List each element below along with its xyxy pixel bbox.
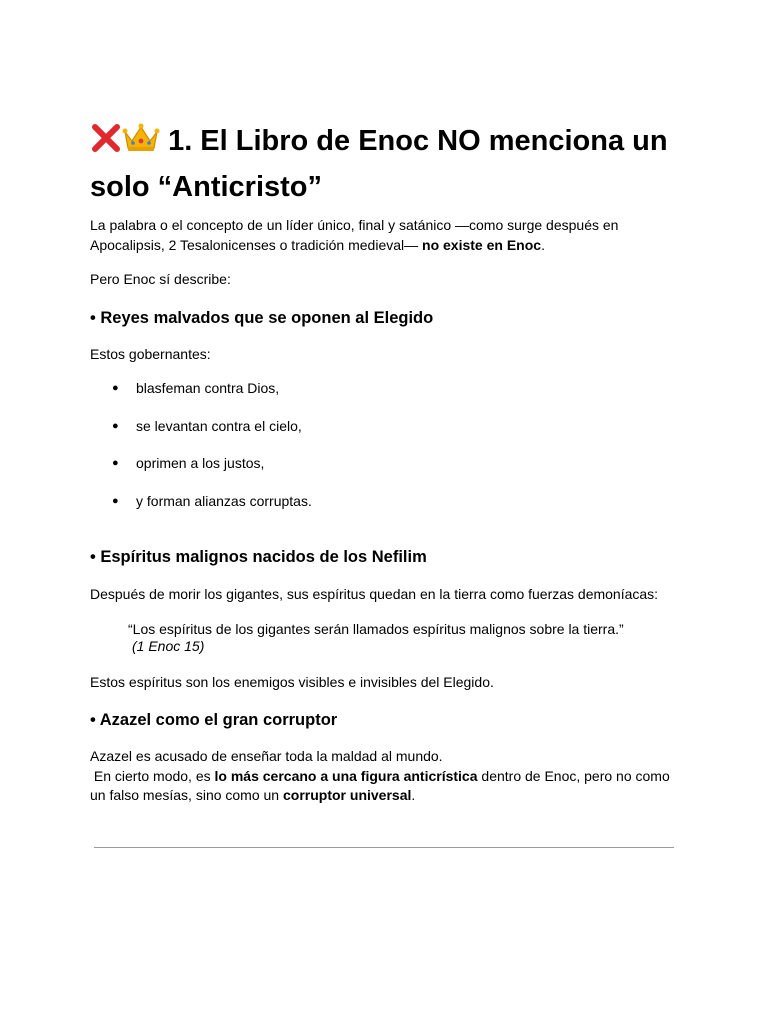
bullet-icon: ● <box>112 382 119 394</box>
quote-citation: (1 Enoc 15) <box>132 638 205 654</box>
pero-paragraph: Pero Enoc sí describe: <box>90 271 231 287</box>
page-title <box>90 120 690 208</box>
horizontal-divider <box>94 847 674 848</box>
cross-mark-icon <box>90 122 122 166</box>
crown-icon <box>122 122 160 166</box>
intro-paragraph <box>90 216 690 255</box>
bullet-icon: ● <box>112 457 119 469</box>
intro-bold: no existe en Enoc <box>422 236 542 253</box>
azazel-paragraph: Azazel es acusado de enseñar toda la maldad al mundo. En cierto modo, es lo más cercano a una figura anticrística dentro de Enoc, pero no como un falso mesías, sino como un corruptor universal. <box>90 748 670 803</box>
section-heading-espiritus: • Espíritus malignos nacidos de los Nefilim <box>90 548 427 566</box>
section-after-espiritus: Estos espíritus son los enemigos visibles e invisibles del Elegido. <box>90 674 494 690</box>
section-heading-azazel: • Azazel como el gran corruptor <box>90 711 338 729</box>
section-lead-reyes: Estos gobernantes: <box>90 346 211 362</box>
section-lead-espiritus: Después de morir los gigantes, sus espíritus quedan en la tierra como fuerzas demoníacas: <box>90 586 659 602</box>
section-heading-reyes: • Reyes malvados que se oponen al Elegido <box>90 309 434 327</box>
bullet-icon: ● <box>112 420 119 432</box>
bullet-icon: ● <box>112 495 119 507</box>
page-title-text: 1. El Libro de Enoc NO menciona un solo “Anticristo” <box>90 125 668 203</box>
block-quote: “Los espíritus de los gigantes serán llamados espíritus malignos sobre la tierra.” <box>128 621 624 637</box>
intro-text: La palabra o el concepto de un líder único, final y satánico —como surge después en Apocalipsis, 2 Tesalonicenses o tradición medieval— <box>90 217 619 253</box>
intro-end: . <box>541 236 545 253</box>
